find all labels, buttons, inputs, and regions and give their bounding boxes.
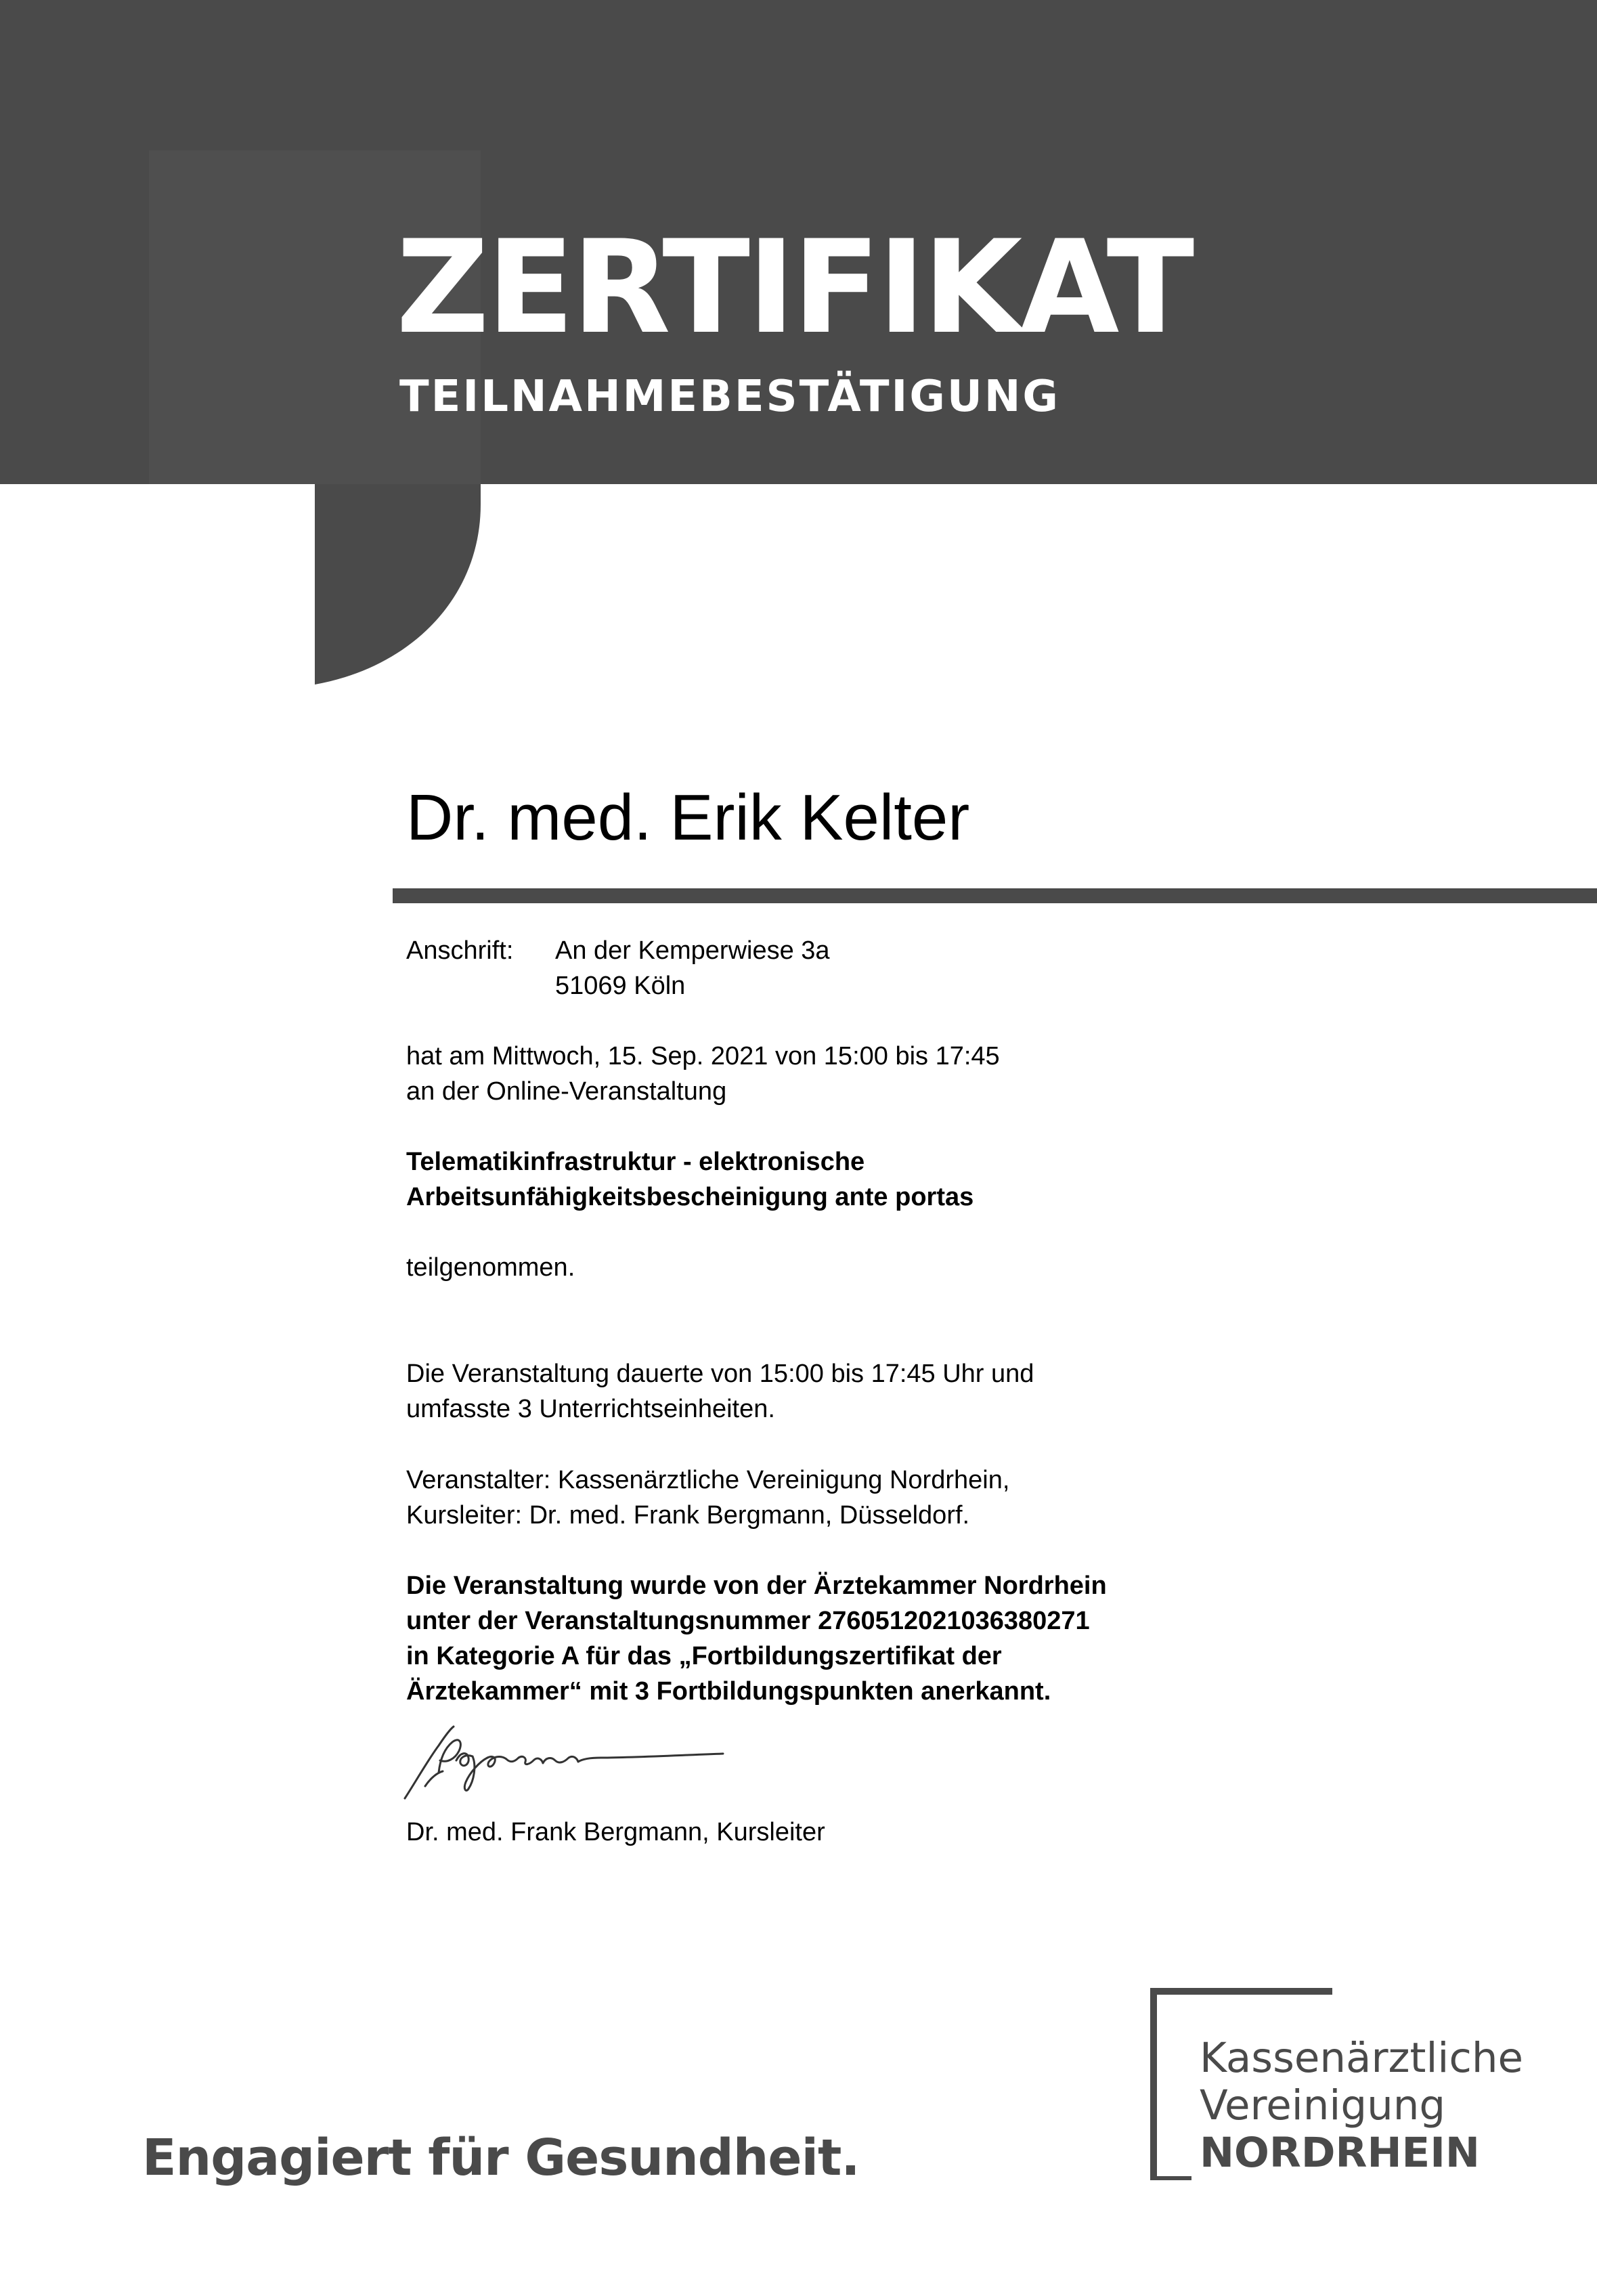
logo-line: Vereinigung [1200,2081,1446,2129]
kvno-logo [1150,1987,1529,2184]
signatory [406,1815,1422,1850]
accreditation-line: Die Veranstaltung wurde von der Ärztekammer Nordrhein [406,1572,1107,1600]
attendance-line: hat am Mittwoch, 15. Sep. 2021 von 15:00 bis 17:45 [406,1042,1000,1070]
address-line: An der Kemperwiese 3a [555,936,830,965]
organizer-line: Kursleiter: Dr. med. Frank Bergmann, Düsseldorf. [406,1501,970,1530]
organizer-line: Veranstalter: Kassenärztliche Vereinigung Nordrhein, [406,1466,1010,1494]
duration-text [406,1356,1422,1427]
duration-line: umfasste 3 Unterrichtseinheiten. [406,1395,775,1423]
logo-line: NORDRHEIN [1200,2129,1480,2177]
organizer-text [406,1463,1422,1533]
attendance-text [406,1039,1422,1109]
participated-text [406,1250,1422,1285]
course-title [406,1144,1422,1215]
name-divider [393,888,1597,903]
logo-text [1200,2035,1523,2177]
course-title-line: Telematikinfrastruktur - elektronische [406,1148,865,1176]
certificate-title: ZERTIFIKAT [396,213,1192,362]
accreditation-line: in Kategorie A für das „Fortbildungszertifikat der [406,1642,1002,1670]
participated-line: teilgenommen. [406,1253,575,1282]
participant-name: Dr. med. Erik Kelter [406,781,970,854]
address-line: 51069 Köln [555,972,686,1000]
accreditation-line: unter der Veranstaltungsnummer 2760512021036380271 [406,1607,1090,1635]
logo-line: Kassenärztliche [1200,2034,1524,2082]
duration-line: Die Veranstaltung dauerte von 15:00 bis 17:45 Uhr und [406,1360,1034,1388]
certificate-subtitle: TEILNAHMEBESTÄTIGUNG [399,372,1060,422]
accreditation-text [406,1568,1422,1709]
slogan: Engagiert für Gesundheit. [142,2129,860,2187]
signature [398,1718,737,1806]
signatory-line: Dr. med. Frank Bergmann, Kursleiter [406,1818,825,1846]
accreditation-line: Ärztekammer“ mit 3 Fortbildungspunkten anerkannt. [406,1677,1051,1706]
course-title-line: Arbeitsunfähigkeitsbescheinigung ante portas [406,1183,974,1211]
attendance-line: an der Online-Veranstaltung [406,1077,727,1106]
address [555,933,830,1003]
address-label: Anschrift: [406,936,514,965]
